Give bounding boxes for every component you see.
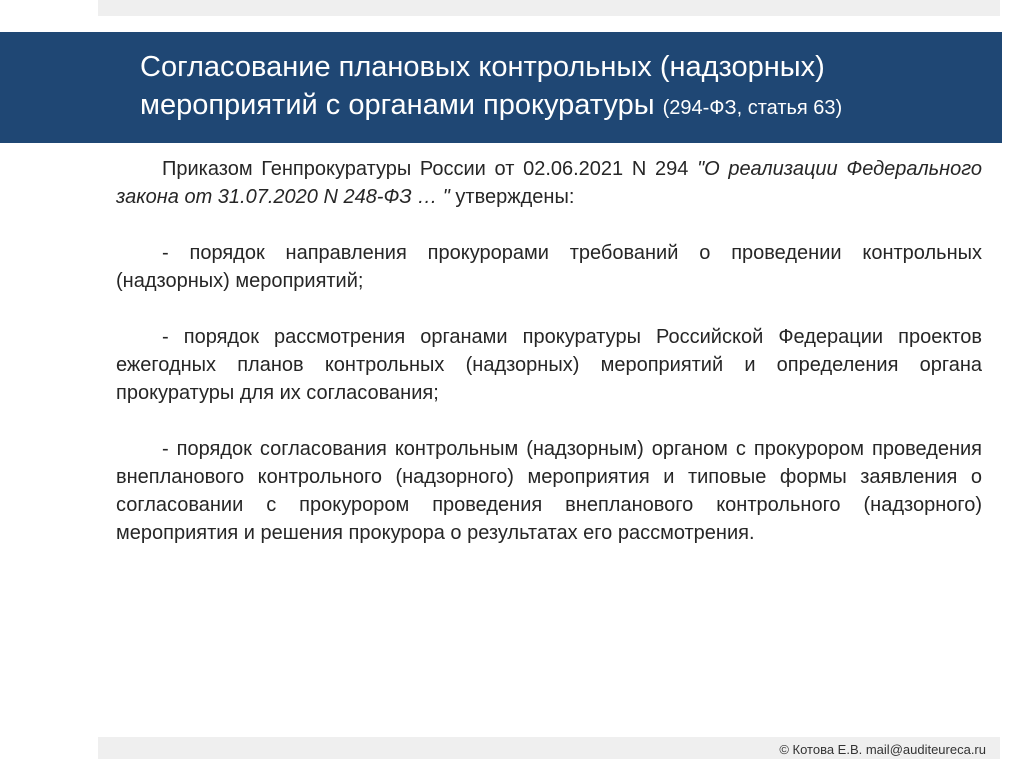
list-item: - порядок рассмотрения органами прокуратуры Российской Федерации проектов ежегодных планов контрольных (надзорных) мероприятий и определения органа прокуратуры для их согласования; [116, 326, 982, 404]
slide-title-line-2-text: мероприятий с органами прокуратуры [140, 89, 655, 121]
slide-title-reference: (294-ФЗ, статья 63) [662, 97, 843, 119]
slide-content [116, 155, 982, 575]
slide-title-line-1: Согласование плановых контрольных (надзорных) [140, 51, 825, 83]
intro-lead: Приказом Генпрокуратуры России от 02.06.2021 N 294 [162, 158, 698, 180]
footer-copyright: © Котова Е.В. mail@auditeureca.ru [779, 742, 986, 757]
intro-tail: утверждены: [449, 186, 575, 208]
intro-italic: "О реализации Федерального закона от 31.07.2020 N 248-ФЗ … " [116, 158, 983, 208]
list-item: - порядок направления прокурорами требований о проведении контрольных (надзорных) мероприятий; [116, 242, 982, 292]
slide-title-line-2 [140, 86, 962, 127]
top-decor-strip [98, 0, 1000, 16]
intro-paragraph [116, 155, 982, 211]
list-item: - порядок согласования контрольным (надзорным) органом с прокурором проведения внепланового контрольного (надзорного) мероприятия и типовые формы заявления о согласовании с прокурором проведения внепланового контрольного (надзорного) мероприятия и решения прокурора о результатах его рассмотрения. [116, 438, 982, 544]
title-bar [0, 32, 1002, 143]
